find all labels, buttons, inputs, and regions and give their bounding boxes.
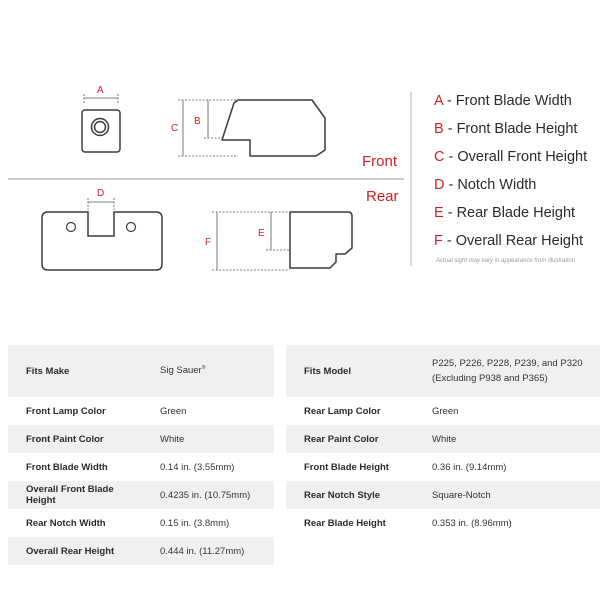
dimension-a-label: A xyxy=(97,85,104,96)
spec-key: Rear Paint Color xyxy=(286,425,414,453)
dimension-d xyxy=(88,198,114,210)
table-row xyxy=(8,481,274,509)
spec-key: Rear Lamp Color xyxy=(304,405,381,417)
table-row xyxy=(286,453,600,481)
dimension-b xyxy=(204,100,224,138)
legend-item-a xyxy=(434,92,572,110)
dimension-e-label: E xyxy=(258,228,265,239)
dimension-b-label: B xyxy=(194,116,201,127)
spec-key: Front Blade Height xyxy=(304,461,389,473)
dimension-f xyxy=(212,212,290,270)
spec-table-left xyxy=(8,345,274,565)
legend-key: E xyxy=(434,205,444,221)
table-row xyxy=(8,397,274,425)
spec-value: Square-Notch xyxy=(414,481,600,509)
dimension-d-label: D xyxy=(97,188,105,199)
spec-value-text: Sig Sauer xyxy=(160,365,202,377)
spec-value: 0.444 in. (11.27mm) xyxy=(144,537,274,565)
legend-text: Front Blade Width xyxy=(455,93,572,109)
table-row xyxy=(286,425,600,453)
spec-key: Front Paint Color xyxy=(8,425,144,453)
legend-separator: - xyxy=(444,177,458,193)
spec-value-line: P225, P226, P228, P239, and P320 xyxy=(432,358,583,369)
spec-value xyxy=(414,345,600,397)
table-row xyxy=(8,425,274,453)
legend-separator: - xyxy=(444,149,458,165)
spec-value: Green xyxy=(432,405,459,417)
table-row xyxy=(286,481,600,509)
legend-item-b xyxy=(434,120,577,138)
spec-key: Fits Make xyxy=(8,345,144,397)
front-sight-side-profile xyxy=(222,100,325,156)
registered-mark: ® xyxy=(201,365,206,372)
table-row xyxy=(286,509,600,537)
legend-separator: - xyxy=(442,93,456,109)
table-row xyxy=(8,537,274,565)
spec-key: Overall Rear Height xyxy=(8,537,144,565)
spec-key: Fits Model xyxy=(286,345,414,397)
legend-item-c xyxy=(434,148,587,166)
legend-key: B xyxy=(434,121,444,137)
legend-text: Overall Front Height xyxy=(457,149,588,165)
table-row xyxy=(8,345,274,397)
legend-separator: - xyxy=(442,233,456,249)
spec-table-right xyxy=(286,345,600,537)
front-section-label: Front xyxy=(362,153,398,170)
legend-item-e xyxy=(434,204,575,222)
spec-value xyxy=(144,345,274,397)
spec-key: Front Lamp Color xyxy=(26,405,106,417)
rear-section-label: Rear xyxy=(366,188,399,205)
legend-text: Overall Rear Height xyxy=(455,233,584,249)
legend-separator: - xyxy=(443,121,457,137)
spec-value: 0.15 in. (3.8mm) xyxy=(160,517,230,529)
spec-value: 0.14 in. (3.55mm) xyxy=(160,461,235,473)
spec-value: White xyxy=(144,425,274,453)
legend-item-f xyxy=(434,232,583,250)
spec-value: 0.4235 in. (10.75mm) xyxy=(144,481,274,509)
legend-separator: - xyxy=(443,205,457,221)
spec-value: Green xyxy=(160,405,187,417)
legend-text: Rear Blade Height xyxy=(456,205,576,221)
legend-text: Notch Width xyxy=(457,177,537,193)
table-row xyxy=(8,509,274,537)
dimension-e xyxy=(266,212,290,250)
spec-key: Rear Notch Width xyxy=(26,517,106,529)
dimension-f-label: F xyxy=(205,237,212,248)
spec-key: Rear Blade Height xyxy=(304,517,386,529)
spec-key: Rear Notch Style xyxy=(286,481,414,509)
spec-key: Overall Front Blade Height xyxy=(8,481,144,509)
legend-key: D xyxy=(434,177,445,193)
rear-sight-end-view xyxy=(42,212,162,270)
spec-value: 0.353 in. (8.96mm) xyxy=(432,517,512,529)
spec-value: 0.36 in. (9.14mm) xyxy=(432,461,507,473)
legend-key: F xyxy=(434,233,443,249)
legend-text: Front Blade Height xyxy=(456,121,578,137)
spec-value: White xyxy=(414,425,600,453)
rear-sight-side-profile xyxy=(290,212,352,268)
legend-key: C xyxy=(434,149,445,165)
dimension-c-label: C xyxy=(171,123,179,134)
table-row xyxy=(286,397,600,425)
table-row xyxy=(286,345,600,397)
table-row xyxy=(8,453,274,481)
spec-key: Front Blade Width xyxy=(26,461,108,473)
legend-item-d xyxy=(434,176,536,194)
disclaimer-note: Actual sight may vary in appearance from illustration xyxy=(436,258,576,264)
legend-key: A xyxy=(434,93,443,109)
front-sight-end-view xyxy=(82,110,120,152)
spec-value-line: (Excluding P938 and P365) xyxy=(432,373,548,384)
